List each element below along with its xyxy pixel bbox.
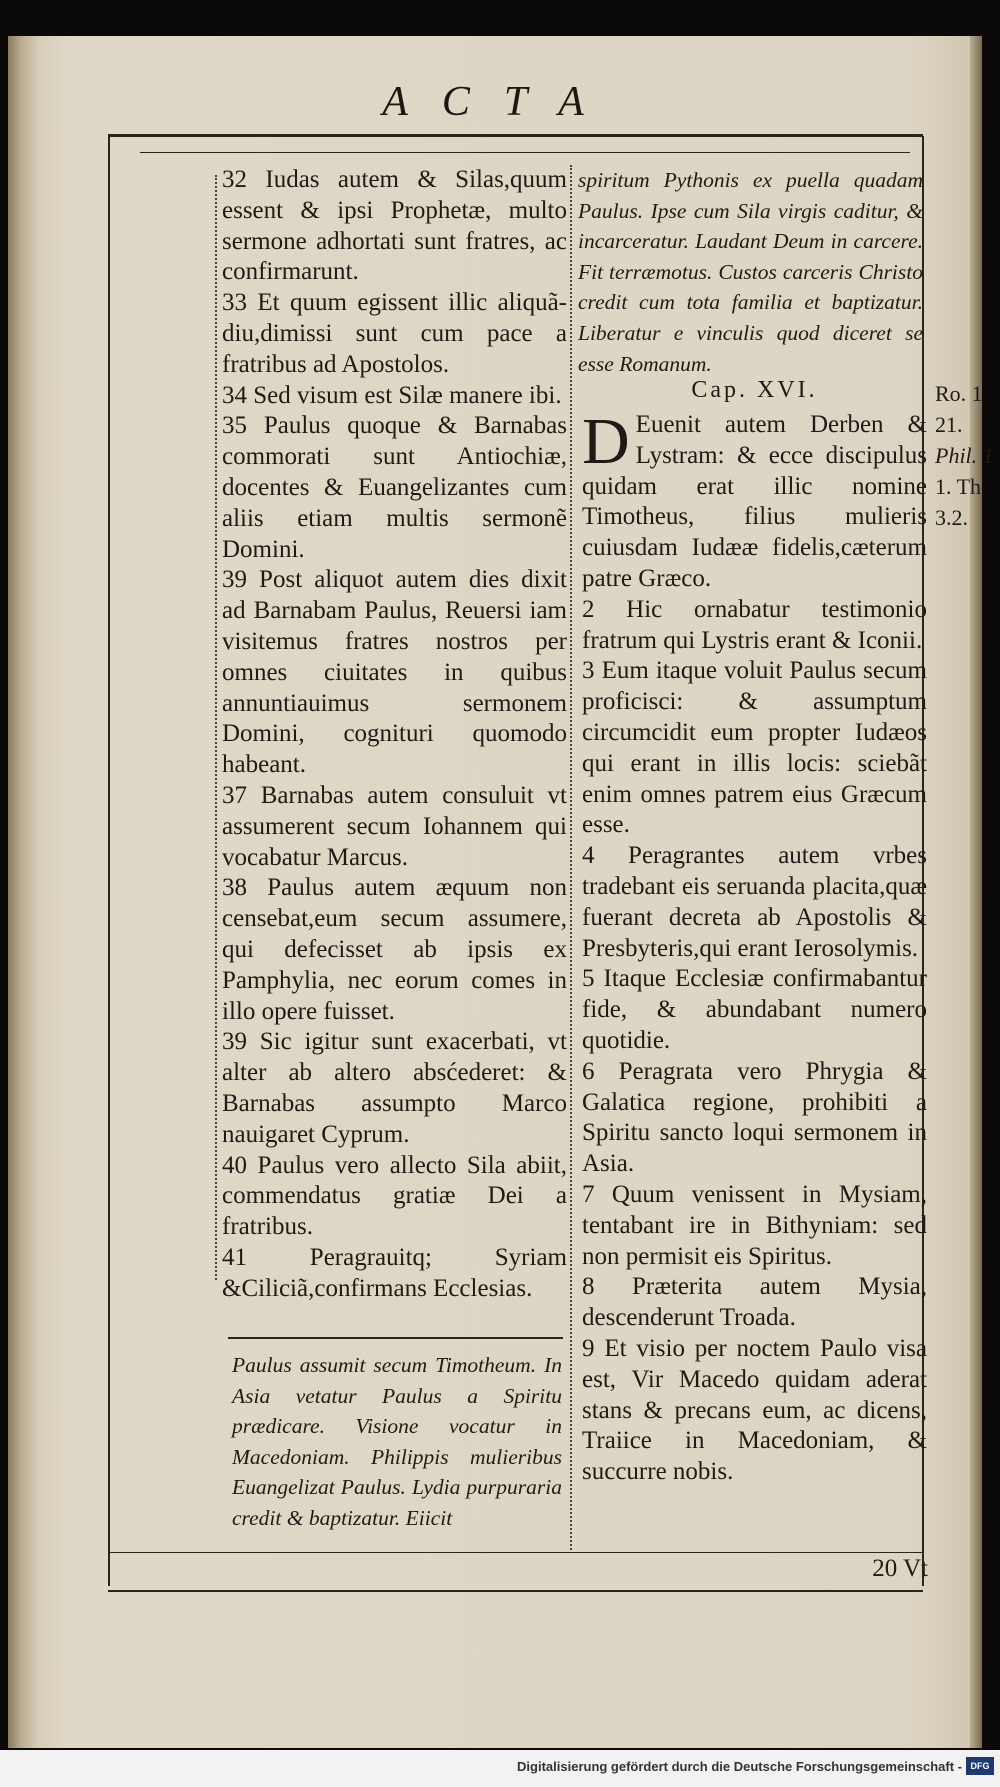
verse: 6 Peragrata vero Phrygia & Galatica regione, prohibiti a Spiritu sancto loqui sermonem in Asia. <box>582 1057 927 1178</box>
margin-note: Ro. 1 <box>935 381 983 406</box>
verse: 4 Peragrantes autem vrbes tradebant eis seruanda placita,quæ fuerant decreta ab Apostolis & Presbyteris,qui erant Ierosolymis. <box>582 842 927 962</box>
verse: 8 Præterita autem Mysia, descenderunt Troada. <box>582 1273 927 1332</box>
verse: 33 Et quum egissent illic aliquã-diu,dimissi sunt cum pace a fratribus ad Apostolos. <box>222 289 567 378</box>
drop-cap: D <box>582 405 630 478</box>
verse: 3 Eum itaque voluit Paulus secum proficisci: & assumptum circumcidit eum propter Iudæos qui erant in illis locis: sciebãt enim omnes patrem eius Græcum esse. <box>582 657 927 839</box>
running-head: ACTA <box>382 79 618 125</box>
margin-references <box>935 378 1000 533</box>
verse: 38 Paulus autem æquum non censebat,eum secum assumere, qui defecisset ab ipsis ex Pamphylia, nec eorum comes in illo opere fuisset. <box>222 874 567 1025</box>
verse: 37 Barnabas autem consuluit vt assumerent secum Iohannem qui vocabatur Marcus. <box>222 781 567 871</box>
page-edge <box>970 36 982 1748</box>
head-rule-thin <box>140 152 910 153</box>
margin-note: Phil. 1 <box>935 443 994 468</box>
verse: 41 Peragrauitq; Syriam &Ciliciã,confirmans Ecclesias. <box>222 1243 567 1302</box>
foot-rule <box>108 1590 923 1592</box>
head-rule <box>108 134 923 137</box>
verse: 32 Iudas autem & Silas,quum essent & ipsi Prophetæ, multo sermone adhortati sunt fratres, ac confirmarunt. <box>222 166 567 286</box>
verse: 2 Hic ornabatur testimonio fratrum qui Lystris erant & Iconii. <box>582 595 927 654</box>
verse: 9 Et visio per noctem Paulo visa est, Vir Macedo quidam aderat stans & precans eum, ac dicens, Traiice in Macedoniam, & succurre nobis. <box>582 1334 927 1486</box>
digitization-footer <box>0 1750 1000 1787</box>
left-column <box>222 165 567 1304</box>
right-column <box>582 405 927 1488</box>
chapter-summary-start: Paulus assumit secum Timotheum. In Asia vetatur Paulus a Spiritu prædicare. Visione vocatur in Macedoniam. Philippis mulieribus Euangelizat Paulus. Lydia purpuraria credit & baptizatur. Eiicit <box>232 1353 562 1530</box>
chapter-summary-continued: spiritum Pythonis ex puella quadam Paulus. Ipse cum Sila virgis caditur, & incarceratur. Laudant Deum in carcere. Fit terræmotus. Custos carceris Christo credit cum tota familia et baptizatur. Liberatur e vinculis quod diceret se esse Romanum. <box>578 168 923 376</box>
chapter-heading: Cap. XVI. <box>691 377 818 403</box>
verse: 5 Itaque Ecclesiæ confirmabantur fide, & abundabant numero quotidie. <box>582 965 927 1054</box>
verse: 34 Sed visum est Silæ manere ibi. <box>222 381 562 409</box>
catchword: 20 Vt <box>872 1555 928 1582</box>
margin-note: 21. <box>935 412 963 437</box>
footer-credit: Digitalisierung gefördert durch die Deutsche Forschungsgemeinschaft - <box>517 1759 962 1774</box>
dfg-logo-icon: DFG <box>966 1757 994 1775</box>
left-column-margin-line <box>215 175 217 1280</box>
page-frame-left <box>108 136 110 1586</box>
verse <box>582 405 927 595</box>
summary-rule <box>228 1337 563 1339</box>
verse: 35 Paulus quoque & Barnabas commorati sunt Antiochiæ, docentes & Euangelizantes cum aliis etiam multis sermonẽ Domini. <box>222 412 567 563</box>
column-divider <box>570 165 572 1550</box>
verse: 39 Sic igitur sunt exacerbati, vt alter ab altero absćederet: & Barnabas assumpto Marco nauigaret Cyprum. <box>222 1028 567 1148</box>
verse: 39 Post aliquot autem dies dixit ad Barnabam Paulus, Reuersi iam visitemus fratres nostros per omnes ciuitates in quibus annuntiauimus sermonem Domini, cognituri quomodo habeant. <box>222 566 567 779</box>
margin-note: 1. Th <box>935 474 982 499</box>
verse: 7 Quum venissent in Mysiam, tentabant ire in Bithyniam: sed non permisit eis Spiritus. <box>582 1180 927 1270</box>
verse: 40 Paulus vero allecto Sila abiit, commendatus gratiæ Dei a fratribus. <box>222 1151 567 1241</box>
margin-note: 3.2. <box>935 505 968 530</box>
bottom-rule <box>108 1552 923 1553</box>
first-verse: Euenit autem Derben & Lystram: & ecce discipulus quidam erat illic nomine Timotheus, filius mulieris cuiusdam Iudææ fidelis,cæterum patre Græco. <box>582 411 927 592</box>
